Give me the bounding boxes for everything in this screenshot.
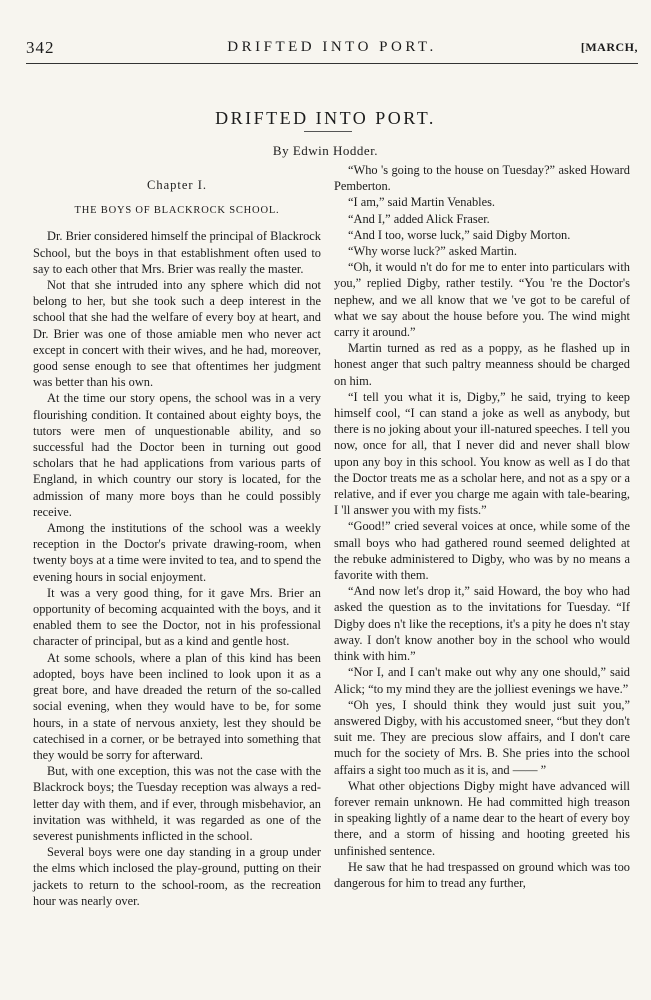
paragraph: “Oh yes, I should think they would just suit you,” answered Digby, with his accustomed sneer, “but they don't suit me. They are precious slow affairs, and I don't care much for the society of Mrs. B. She pries into the school affairs a sight too much as it is, and —— ”	[334, 697, 630, 777]
paragraph: “I am,” said Martin Venables.	[348, 195, 496, 210]
paragraph: But, with one exception, this was not the case with the Blackrock boys; the Tuesday reception was always a red-letter day with them, and if ever, through misbehavior, an invitation was withheld, it was regarded as one of the severest punishments inflicted in the school.	[33, 764, 321, 843]
title-rule	[304, 131, 352, 132]
byline: By Edwin Hodder.	[272, 143, 379, 158]
paragraph: “Who 's going to the house on Tuesday?” asked Howard Pemberton.	[334, 163, 630, 194]
paragraph: Martin turned as red as a poppy, as he flashed up in honest anger that such paltry meanness should be charged on him.	[334, 341, 630, 388]
paragraph: Not that she intruded into any sphere which did not belong to her, but she took such a deep interest in the school that she had the welfare of every boy at heart, and Dr. Brier was one of those amiable men who never act except in concert with their wives, and he had, moreover, good sense enough to see that oftentimes her judgment was better than his own.	[33, 278, 321, 390]
left-column	[33, 177, 321, 909]
chapter-heading: Chapter I.	[147, 178, 207, 192]
paragraph: “Oh, it would n't do for me to enter into particulars with you,” replied Digby, rather testily. “You 're the Doctor's nephew, and we all know that we 've got to be careful of what we say about the house before you. The wind might carry it around.”	[334, 260, 630, 340]
issue-month: [MARCH,	[580, 40, 638, 54]
paragraph: At the time our story opens, the school was in a very flourishing condition. It contained about eighty boys, the tutors were men of unquestionable ability, and so successful had the Doctor been in turning out good scholars that he had applications from various parts of England, in which country our story is located, for the admission of many more boys than he could possibly receive.	[33, 391, 321, 519]
page-number: 342	[26, 38, 55, 57]
running-header	[26, 38, 638, 62]
paragraph: Among the institutions of the school was a weekly reception in the Doctor's private drawing-room, when twenty boys at a time were invited to tea, and to spend the evening hours in social enjoyment.	[33, 521, 322, 584]
chapter-subtitle: THE BOYS OF BLACKROCK SCHOOL.	[74, 205, 280, 217]
paragraph: “Nor I, and I can't make out why any one should,” said Alick; “to my mind they are the jolliest evenings we have.”	[334, 665, 630, 696]
article-title: DRIFTED INTO PORT.	[215, 108, 436, 128]
paragraph: “Why worse luck?” asked Martin.	[348, 244, 517, 259]
paragraph: He saw that he had trespassed on ground which was too dangerous for him to tread any further,	[334, 859, 630, 890]
paragraph: “And now let's drop it,” said Howard, the boy who had asked the question as to the invitations for Tuesday. “If Digby does n't like the receptions, it's a pity he does n't stay away. I don't know another boy in the school who would think with him.”	[334, 584, 630, 664]
paragraph: “And I too, worse luck,” said Digby Morton.	[348, 227, 571, 242]
paragraph: Several boys were one day standing in a group under the elms which inclosed the play-ground, putting on their jackets to return to the school-room, as the recreation hour was nearly over.	[33, 845, 321, 908]
right-column	[334, 162, 630, 891]
header-rule	[26, 63, 638, 64]
paragraph: Dr. Brier considered himself the principal of Blackrock School, but the boys in that establishment often used to say to each other that Mrs. Brier was really the master.	[33, 229, 321, 276]
paragraph: “Good!” cried several voices at once, while some of the small boys who had gathered round seemed delighted at the rebuke administered to Digby, who was by no means a favorite with them.	[334, 519, 630, 583]
paragraph: What other objections Digby might have advanced will forever remain unknown. He had committed high treason in speaking lightly of a name dear to the heart of every boy there, and a storm of hissing and hooting greeted his unfinished sentence.	[334, 778, 630, 858]
running-title: DRIFTED INTO PORT.	[227, 39, 437, 55]
paragraph: It was a very good thing, for it gave Mrs. Brier an opportunity of becoming acquainted with the boys, and it enabled them to see the Doctor, not in his professional character of principal, but as a kind and gentle host.	[33, 585, 321, 649]
paragraph: “I tell you what it is, Digby,” he said, trying to keep himself cool, “I can stand a joke as well as anybody, but there is no joking about your ill-natured speeches. I tell you now, once for all, that I never did and never shall blow upon any boy in this school. You know as well as I do that the Doctor treats me as a scholar here, and not as a spy or a relative, and if ever you charge me again with tale-bearing, I 'll answer you with my fists.”	[334, 389, 630, 518]
paragraph: “And I,” added Alick Fraser.	[348, 211, 490, 226]
paragraph: At some schools, where a plan of this kind has been adopted, boys have been inclined to look upon it as a great bore, and have dreaded the return of the so-called social evening, when they would have to be, for some hours, in a state of nervous anxiety, lest they should be catechised in a corner, or be betrayed into something that they would be sorry for afterward.	[33, 650, 321, 762]
